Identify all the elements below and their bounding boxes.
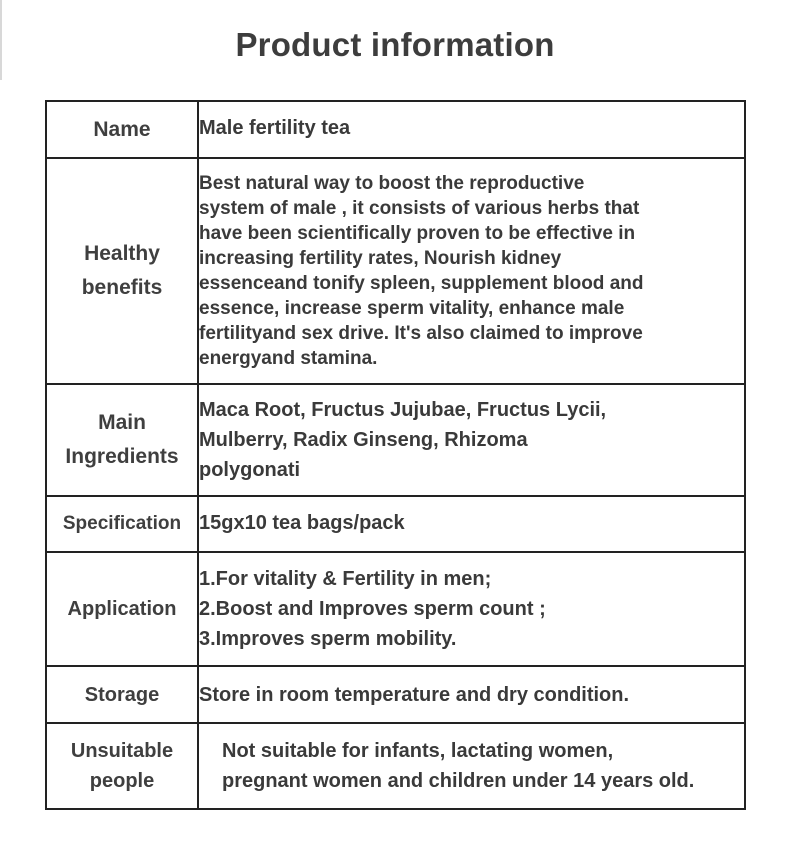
benefits-line: have been scientifically proven to be effective in [199, 223, 636, 244]
label-unsuitable-people-line-2: people [89, 770, 155, 792]
unsuitable-line: Not suitable for infants, lactating women, [222, 740, 614, 762]
label-specification-text: Specification [62, 513, 182, 534]
ingredients-line: Mulberry, Radix Ginseng, Rhizoma [199, 429, 528, 451]
label-storage-text: Storage [84, 683, 160, 706]
label-healthy-benefits-line-2: benefits [81, 276, 163, 299]
row-name [46, 101, 745, 158]
label-specification [46, 496, 198, 552]
application-line: 1.For vitality & Fertility in men; [199, 568, 492, 590]
product-info-table [45, 100, 746, 810]
label-unsuitable-people-line-1: Unsuitable [70, 740, 174, 762]
unsuitable-line: pregnant women and children under 14 years old. [222, 770, 695, 792]
value-unsuitable-people [198, 723, 745, 809]
label-application [46, 552, 198, 666]
row-specification [46, 496, 745, 552]
label-name [46, 101, 198, 158]
label-unsuitable-people [46, 723, 198, 809]
benefits-line: increasing fertility rates, Nourish kidney [199, 248, 562, 269]
value-name-text: Male fertility tea [199, 116, 351, 139]
ingredients-line: Maca Root, Fructus Jujubae, Fructus Lycii, [199, 399, 607, 421]
value-specification [198, 496, 745, 552]
ingredients-line: polygonati [199, 459, 301, 481]
value-application [198, 552, 745, 666]
label-healthy-benefits [46, 158, 198, 384]
row-healthy-benefits [46, 158, 745, 384]
value-main-ingredients [198, 384, 745, 496]
label-healthy-benefits-line-1: Healthy [84, 242, 160, 265]
row-unsuitable-people [46, 723, 745, 809]
value-storage-text: Store in room temperature and dry condition. [199, 683, 630, 706]
row-application [46, 552, 745, 666]
value-healthy-benefits [198, 158, 745, 384]
benefits-line: system of male , it consists of various herbs that [199, 198, 640, 219]
value-specification-text: 15gx10 tea bags/pack [199, 511, 405, 534]
benefits-line: essence, increase sperm vitality, enhance male [199, 298, 625, 319]
label-main-ingredients [46, 384, 198, 496]
page-title: Product information [235, 26, 555, 63]
row-storage [46, 666, 745, 723]
benefits-line: fertilityand sex drive. It's also claimed to improve [199, 323, 643, 344]
benefits-line: Best natural way to boost the reproductive [199, 173, 585, 194]
value-name [198, 101, 745, 158]
label-main-ingredients-line-2: Ingredients [65, 445, 179, 468]
label-application-text: Application [67, 598, 177, 620]
benefits-line: energyand stamina. [199, 348, 378, 369]
benefits-line: essenceand tonify spleen, supplement blood and [199, 273, 644, 294]
label-name-text: Name [93, 117, 151, 141]
row-main-ingredients [46, 384, 745, 496]
label-storage [46, 666, 198, 723]
application-line: 2.Boost and Improves sperm count ; [199, 598, 546, 620]
value-storage [198, 666, 745, 723]
label-main-ingredients-line-1: Main [98, 411, 146, 434]
application-line: 3.Improves sperm mobility. [199, 628, 457, 650]
